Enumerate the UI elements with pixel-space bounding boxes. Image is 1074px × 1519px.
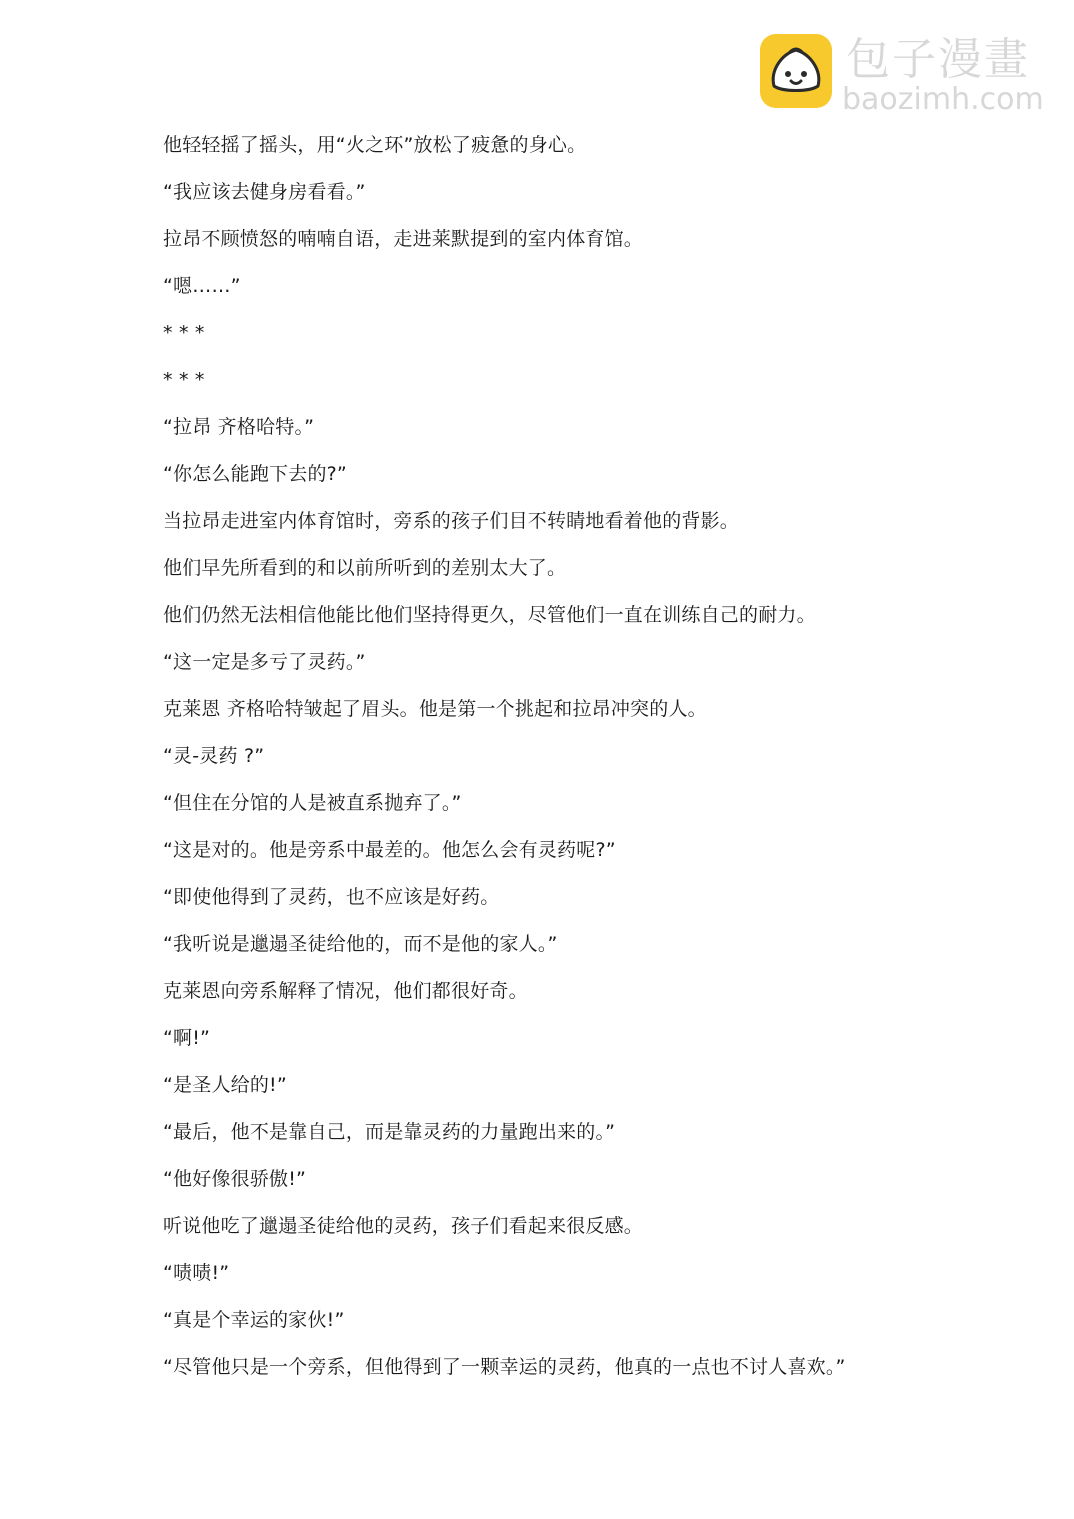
watermark-url: baozimh.com [842,82,1044,117]
paragraph: “最后，他不是靠自己，而是靠灵药的力量跑出来的。” [163,1121,616,1143]
paragraph: “尽管他只是一个旁系，但他得到了一颗幸运的灵药，他真的一点也不讨人喜欢。” [163,1356,846,1378]
paragraph: 他们仍然无法相信他能比他们坚持得更久，尽管他们一直在训练自己的耐力。 [163,604,816,626]
watermark [760,34,1060,117]
paragraph: “嗯……” [163,275,241,297]
section-break: * * * [163,369,205,391]
paragraph: 当拉昂走进室内体育馆时，旁系的孩子们目不转睛地看着他的背影。 [163,510,740,532]
paragraph: “啧啧!” [163,1262,230,1284]
watermark-title: 包子漫畫 [846,34,1030,85]
paragraph: “啊!” [163,1027,211,1049]
paragraph: 他轻轻摇了摇头，用“火之环”放松了疲惫的身心。 [163,134,587,156]
paragraph: 听说他吃了邋遢圣徒给他的灵药，孩子们看起来很反感。 [163,1215,644,1237]
paragraph: “我应该去健身房看看。” [163,181,366,203]
paragraph: “真是个幸运的家伙!” [163,1309,345,1331]
paragraph: “这是对的。他是旁系中最差的。他怎么会有灵药呢?” [163,839,616,861]
paragraph: “我听说是邋遢圣徒给他的，而不是他的家人。” [163,933,558,955]
paragraph: 克莱恩 齐格哈特皱起了眉头。他是第一个挑起和拉昂冲突的人。 [163,698,707,720]
paragraph: 他们早先所看到的和以前所听到的差别太大了。 [163,557,567,579]
paragraph: “你怎么能跑下去的?” [163,463,347,485]
document-body [163,128,1043,1397]
paragraph: “即使他得到了灵药，也不应该是好药。 [163,886,500,908]
paragraph: “这一定是多亏了灵药。” [163,651,366,673]
paragraph: “但住在分馆的人是被直系抛弃了。” [163,792,462,814]
paragraph: 克莱恩向旁系解释了情况，他们都很好奇。 [163,980,528,1002]
section-break: * * * [163,322,205,344]
paragraph: “他好像很骄傲!” [163,1168,307,1190]
paragraph: 拉昂不顾愤怒的喃喃自语，走进莱默提到的室内体育馆。 [163,228,644,250]
paragraph: “拉昂 齐格哈特。” [163,416,315,438]
bun-logo-icon [760,34,832,108]
paragraph: “是圣人给的!” [163,1074,287,1096]
paragraph: “灵-灵药 ?” [163,745,265,767]
